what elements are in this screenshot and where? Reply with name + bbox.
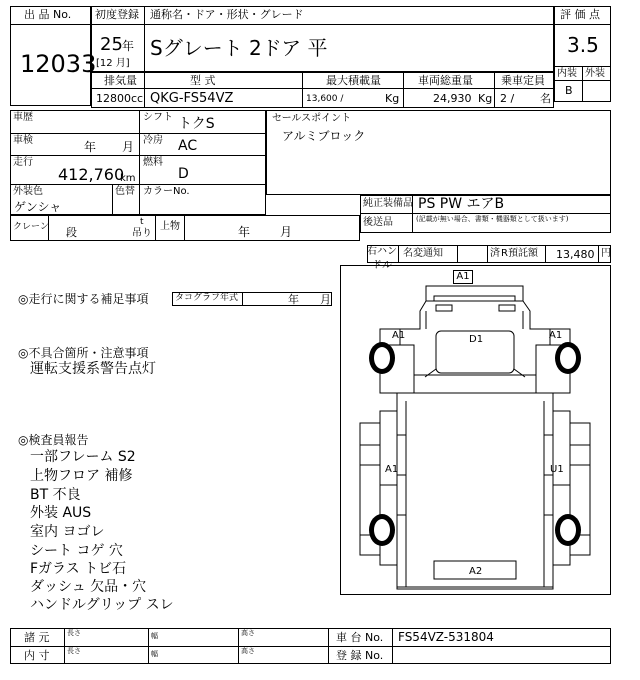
displacement-value: 12800	[96, 92, 131, 105]
inspector-line: 外装 AUS	[30, 505, 92, 521]
shift-label: シフト	[143, 112, 173, 123]
crane-up-label: 上物	[160, 221, 180, 232]
capacity-label: 乗車定員	[501, 74, 545, 87]
color-change-label: 色替	[115, 186, 135, 197]
crane-ton: t	[140, 217, 144, 227]
name-change-label: 名変通知	[403, 248, 443, 259]
fuel-value: D	[178, 166, 189, 182]
capacity-value: 2 /	[500, 92, 515, 105]
height-label-inner: 高さ	[241, 647, 255, 655]
mileage-unit: km	[120, 173, 136, 184]
crane-label: クレーン	[13, 222, 49, 232]
right-handle-badge: 右ハンドル	[367, 246, 397, 271]
displacement-label: 排気量	[104, 74, 137, 87]
inspector-title: ◎検査員報告	[18, 433, 89, 447]
name-change-mark: 済	[490, 248, 500, 259]
model-value: QKG-FS54VZ	[150, 91, 234, 106]
inspection-year-unit: 年	[84, 140, 97, 154]
defects-title: ◎不具合箇所・注意事項	[18, 346, 149, 360]
recycle-value: 13,480	[556, 248, 595, 261]
damage-mark-left-cab: A1	[392, 330, 406, 341]
inspector-line: 上物フロア 補修	[30, 468, 133, 484]
rating-value: 3.5	[567, 33, 599, 57]
crane-month: 月	[280, 225, 293, 239]
interior-grade: B	[565, 84, 573, 97]
max-load-unit: Kg	[385, 92, 400, 105]
exterior-label: 外装	[585, 68, 605, 79]
tachograph-year: 年	[288, 293, 299, 306]
aftermarket-note: (記載が無い場合、書類・機器類として扱います)	[416, 215, 569, 223]
gross-weight-label: 車両総重量	[418, 74, 473, 87]
lot-number: 12033	[20, 50, 97, 78]
color-code-label: カラーNo.	[143, 186, 190, 197]
inspector-line: ハンドルグリップ スレ	[30, 597, 174, 613]
width-label: 幅	[151, 632, 158, 640]
registration-label: 登 録 No.	[336, 649, 384, 662]
crane-lift: 吊り	[132, 228, 152, 239]
tachograph-label: タコグラフ年式	[175, 293, 239, 303]
crane-year: 年	[238, 225, 251, 239]
ac-label: 冷房	[143, 135, 163, 146]
interior-label: 内装	[557, 68, 577, 79]
gross-weight-value: 24,930	[433, 92, 472, 105]
sales-text: アルミブロック	[282, 129, 366, 143]
height-label: 高さ	[241, 629, 255, 637]
inspector-line: 室内 ヨゴレ	[30, 524, 105, 540]
length-label: 長さ	[67, 629, 81, 637]
gross-weight-unit: Kg	[478, 92, 493, 105]
shift-value: トクS	[178, 116, 215, 132]
inspector-line: BT 不良	[30, 487, 81, 503]
grade-label: 通称名・ドア・形状・グレード	[150, 8, 304, 21]
recycle-unit: 円	[601, 248, 611, 259]
reg-month: [12 月]	[96, 58, 130, 69]
truck-outline-svg	[340, 265, 611, 595]
reg-year: 25	[100, 34, 123, 55]
tachograph-month: 月	[320, 293, 331, 306]
genuine-label: 純正装備品	[363, 198, 413, 209]
capacity-unit: 名	[540, 92, 551, 105]
crane-stage: 段	[66, 226, 77, 239]
mileage-label: 走行	[13, 157, 33, 168]
genuine-value: PS PW エアB	[418, 196, 505, 212]
running-title: ◎走行に関する補足事項	[18, 292, 149, 306]
max-load-value: 13,600 /	[306, 94, 344, 104]
sales-label: セールスポイント	[272, 113, 352, 124]
chassis-number: FS54VZ-531804	[398, 630, 494, 644]
defects-text: 運転支援系警告点灯	[30, 361, 156, 377]
inspection-month-unit: 月	[122, 140, 135, 154]
inner-row-label: 内 寸	[24, 649, 50, 662]
damage-mark-right-cab: A1	[549, 330, 563, 341]
mileage-value: 412,760	[58, 165, 125, 184]
width-label-inner: 幅	[151, 650, 158, 658]
inspector-line: シート コゲ 穴	[30, 543, 123, 559]
rating-label: 評 価 点	[560, 8, 600, 21]
damage-mark-rear: A2	[469, 566, 483, 577]
inspection-label: 車検	[13, 135, 33, 146]
damage-mark-dash: D1	[469, 334, 484, 345]
chassis-label: 車 台 No.	[336, 631, 384, 644]
recycle-label: R預託額	[501, 248, 538, 259]
length-label-inner: 長さ	[67, 647, 81, 655]
max-load-label: 最大積載量	[326, 74, 381, 87]
model-label: 型 式	[190, 74, 216, 87]
fuel-label: 燃料	[143, 157, 163, 168]
displacement-unit: cc	[131, 92, 144, 105]
crane-cell	[10, 215, 360, 241]
inspector-line: Fガラス トビ石	[30, 561, 127, 577]
damage-mark-front: A1	[453, 270, 473, 284]
reg-label: 初度登録	[95, 8, 139, 21]
truck-diagram	[340, 265, 611, 595]
history-label: 車歴	[13, 112, 33, 123]
damage-mark-right-body: U1	[550, 464, 564, 475]
aftermarket-label: 後送品	[363, 217, 393, 228]
damage-mark-left-body: A1	[385, 464, 399, 475]
ac-value: AC	[178, 138, 198, 154]
color-value: ゲンシャ	[14, 200, 62, 214]
lot-label: 出 品 No.	[24, 8, 72, 21]
inspector-line: ダッシュ 欠品・穴	[30, 579, 147, 595]
reg-year-unit: 年	[122, 39, 135, 53]
grade-value: Sグレート 2ドア 平	[150, 36, 328, 60]
color-label: 外装色	[13, 186, 43, 197]
inspector-line: 一部フレーム S2	[30, 449, 136, 465]
spec-row-label: 諸 元	[24, 631, 50, 644]
